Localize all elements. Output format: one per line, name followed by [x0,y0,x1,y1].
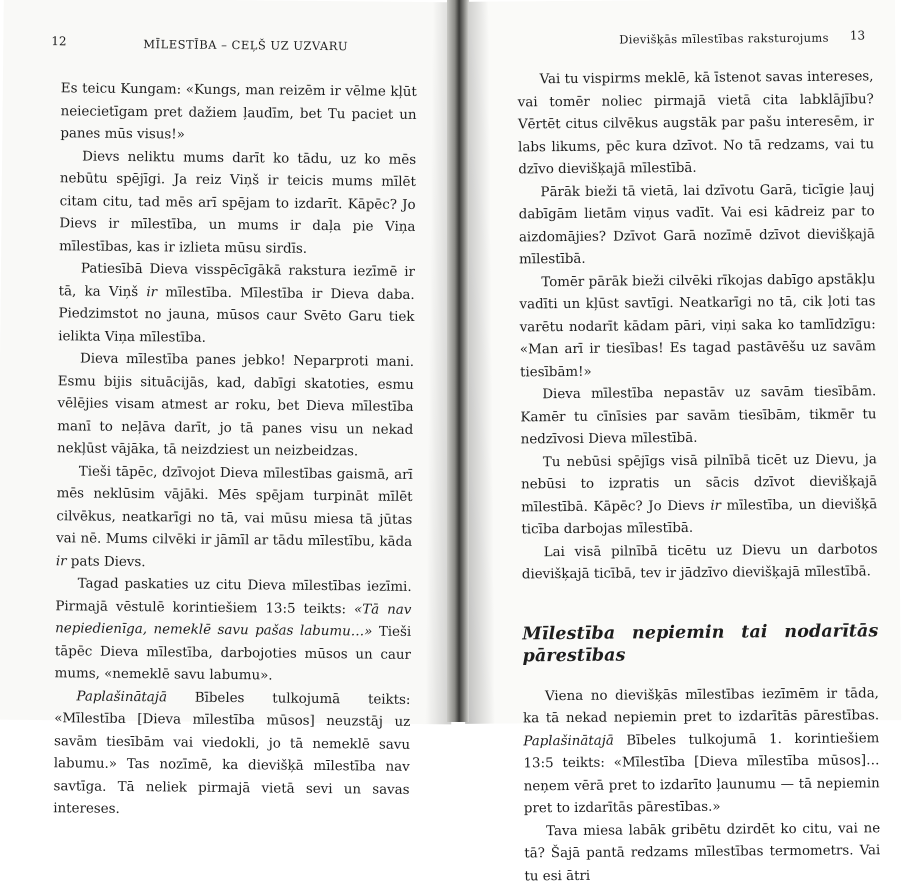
paragraph: Tagad paskaties uz citu Dieva mīlestības iezīmi. Pirmajā vēstulē korintiešiem 13:5 teikts: «Tā nav nepiedienīga, nemeklē savu pašas labumu…» Tieši tāpēc Dieva mīlestība, darbojoties mūsos un caur mums, «nemeklē savu labumu». [54,576,412,684]
paragraph: Viena no dievišķās mīlestības iezīmēm ir tāda, ka tā nekad nepiemin pret to izdarītās pārestības. Paplašinātajā Bībeles tulkojumā 1. korintiešiem 13:5 teikts: «Mīlestība [Dieva mīlestība mūsos]… neņem vērā pret to izdarīto ļaunumu — tā nepiemin pret to izdarītās pārestības.» [523,685,880,817]
paragraph: Paplašinātajā Bībeles tulkojumā teikts: «Mīlestība [Dieva mīlestība mūsos] neuzstāj uz savām tiesībām vai viedokli, jo tā nemeklē savu labumu.» Tas nozīmē, ka dievišķā mīlestība nav savtīga. Tā neliek pirmajā vietā sevi un savas intereses. [53,688,411,817]
right-page-body [517,66,880,888]
paragraph: Dieva mīlestība nepastāv uz savām tiesībām. Kamēr tu cīnīsies par savām tiesībām, tikmēr tu nedzīvosi Dieva mīlestībā. [520,384,877,448]
paragraph: Pārāk bieži tā vietā, lai dzīvotu Garā, ticīgie ļauj dabīgām lietām viņus vadīt. Vai esi kādreiz par to aizdomājies? Dzīvot Garā nozīmē dzīvot dievišķajā mīlestībā. [518,181,875,268]
paragraph: Es teicu Kungam: «Kungs, man reizēm ir vēlme kļūt neiecietīgam pret dažiem ļaudīm, bet Tu paciet un panes mūs visus!» [60,81,417,143]
paragraph: Dieva mīlestība panes jebko! Neparproti mani. Esmu bijis situācijās, kad, dabīgi skatoties, esmu vēlējies visam atmest ar roku, bet Dieva mīlestība manī to neļāva darīt, jo tā panes visu un nekad nekļūst vājāka, tā neizdziest un neizbeidzas. [56,351,415,460]
running-head: MĪLESTĪBA – CEĻŠ UZ UZVARU [143,37,349,54]
paragraph: Lai visā pilnībā ticētu uz Dievu un darbotos dievišķajā ticībā, tev ir jādzīvo dievišķajā mīlestībā. [521,541,878,583]
left-page-body [53,78,417,824]
paragraph: Tieši tāpēc, dzīvojot Dieva mīlestības gaismā, arī mēs neklūsim vājāki. Mēs spējam turpināt mīlēt cilvēkus, neatkarīgi no tā, vai mūsu miesa tā jūtas vai nē. Mums cilvēki ir jāmīl ar tādu mīlestību, kāda ir pats Dievs. [55,463,413,570]
paragraph: Tu nebūsi spējīgs visā pilnībā ticēt uz Dievu, ja nebūsi to izpratis un sācis dzīvot dievišķajā mīlestībā. Kāpēc? Jo Dievs ir mīlestība, un dievišķā ticība darbojas mīlestībā. [521,451,878,538]
right-page [459,0,901,884]
book-gutter [447,0,469,722]
paragraph: Tava miesa labāk gribētu dzirdēt ko citu, vai ne tā? Šajā pantā redzams mīlestības termometrs. Vai tu esi ātri [524,820,881,884]
section-heading: Mīlestība nepiemin tai nodarītās pārestības [522,620,879,667]
running-head: Dievišķās mīlestības raksturojums [619,30,829,47]
paragraph: Dievs neliktu mums darīt ko tādu, uz ko mēs nebūtu spējīgi. Ja reiz Viņš ir teicis mums mīlēt citam citu, tad mēs arī spējam to izdarīt. Kāpēc? Jo Dievs ir mīlestība, un mums ir daļa pie Viņa mīlestības, kas ir izlieta mūsu sirdīs. [59,148,417,257]
paragraph: Patiesībā Dieva visspēcīgākā rakstura iezīmē ir tā, ka Viņš ir mīlestība. Mīlestība ir Dieva daba. Piedzimstot no jauna, mūsos caur Svēto Garu tiek ielikta Viņa mīlestība. [58,261,416,346]
paragraph: Tomēr pārāk bieži cilvēki rīkojas dabīgo apstākļu vadīti un kļūst savtīgi. Neatkarīgi no tā, cik ļoti tas varētu nodarīt kādam pāri, viņi saka ko tamlīdzīgu: «Man arī ir tiesības! Es tagad pastāvēšu uz savām tiesībām!» [519,271,876,380]
paragraph: Vai tu vispirms meklē, kā īstenot savas intereses, vai tomēr noliec pirmajā vietā cita labklājību? Vērtēt citus cilvēkus augstāk par pašu interesēm, ir labs likums, pēc kura dzīvot. No tā redzams, vai tu dzīvo dievišķajā mīlestībā. [517,69,875,178]
page-number: 13 [849,28,866,43]
left-page [0,0,459,817]
page-number: 12 [51,34,67,49]
